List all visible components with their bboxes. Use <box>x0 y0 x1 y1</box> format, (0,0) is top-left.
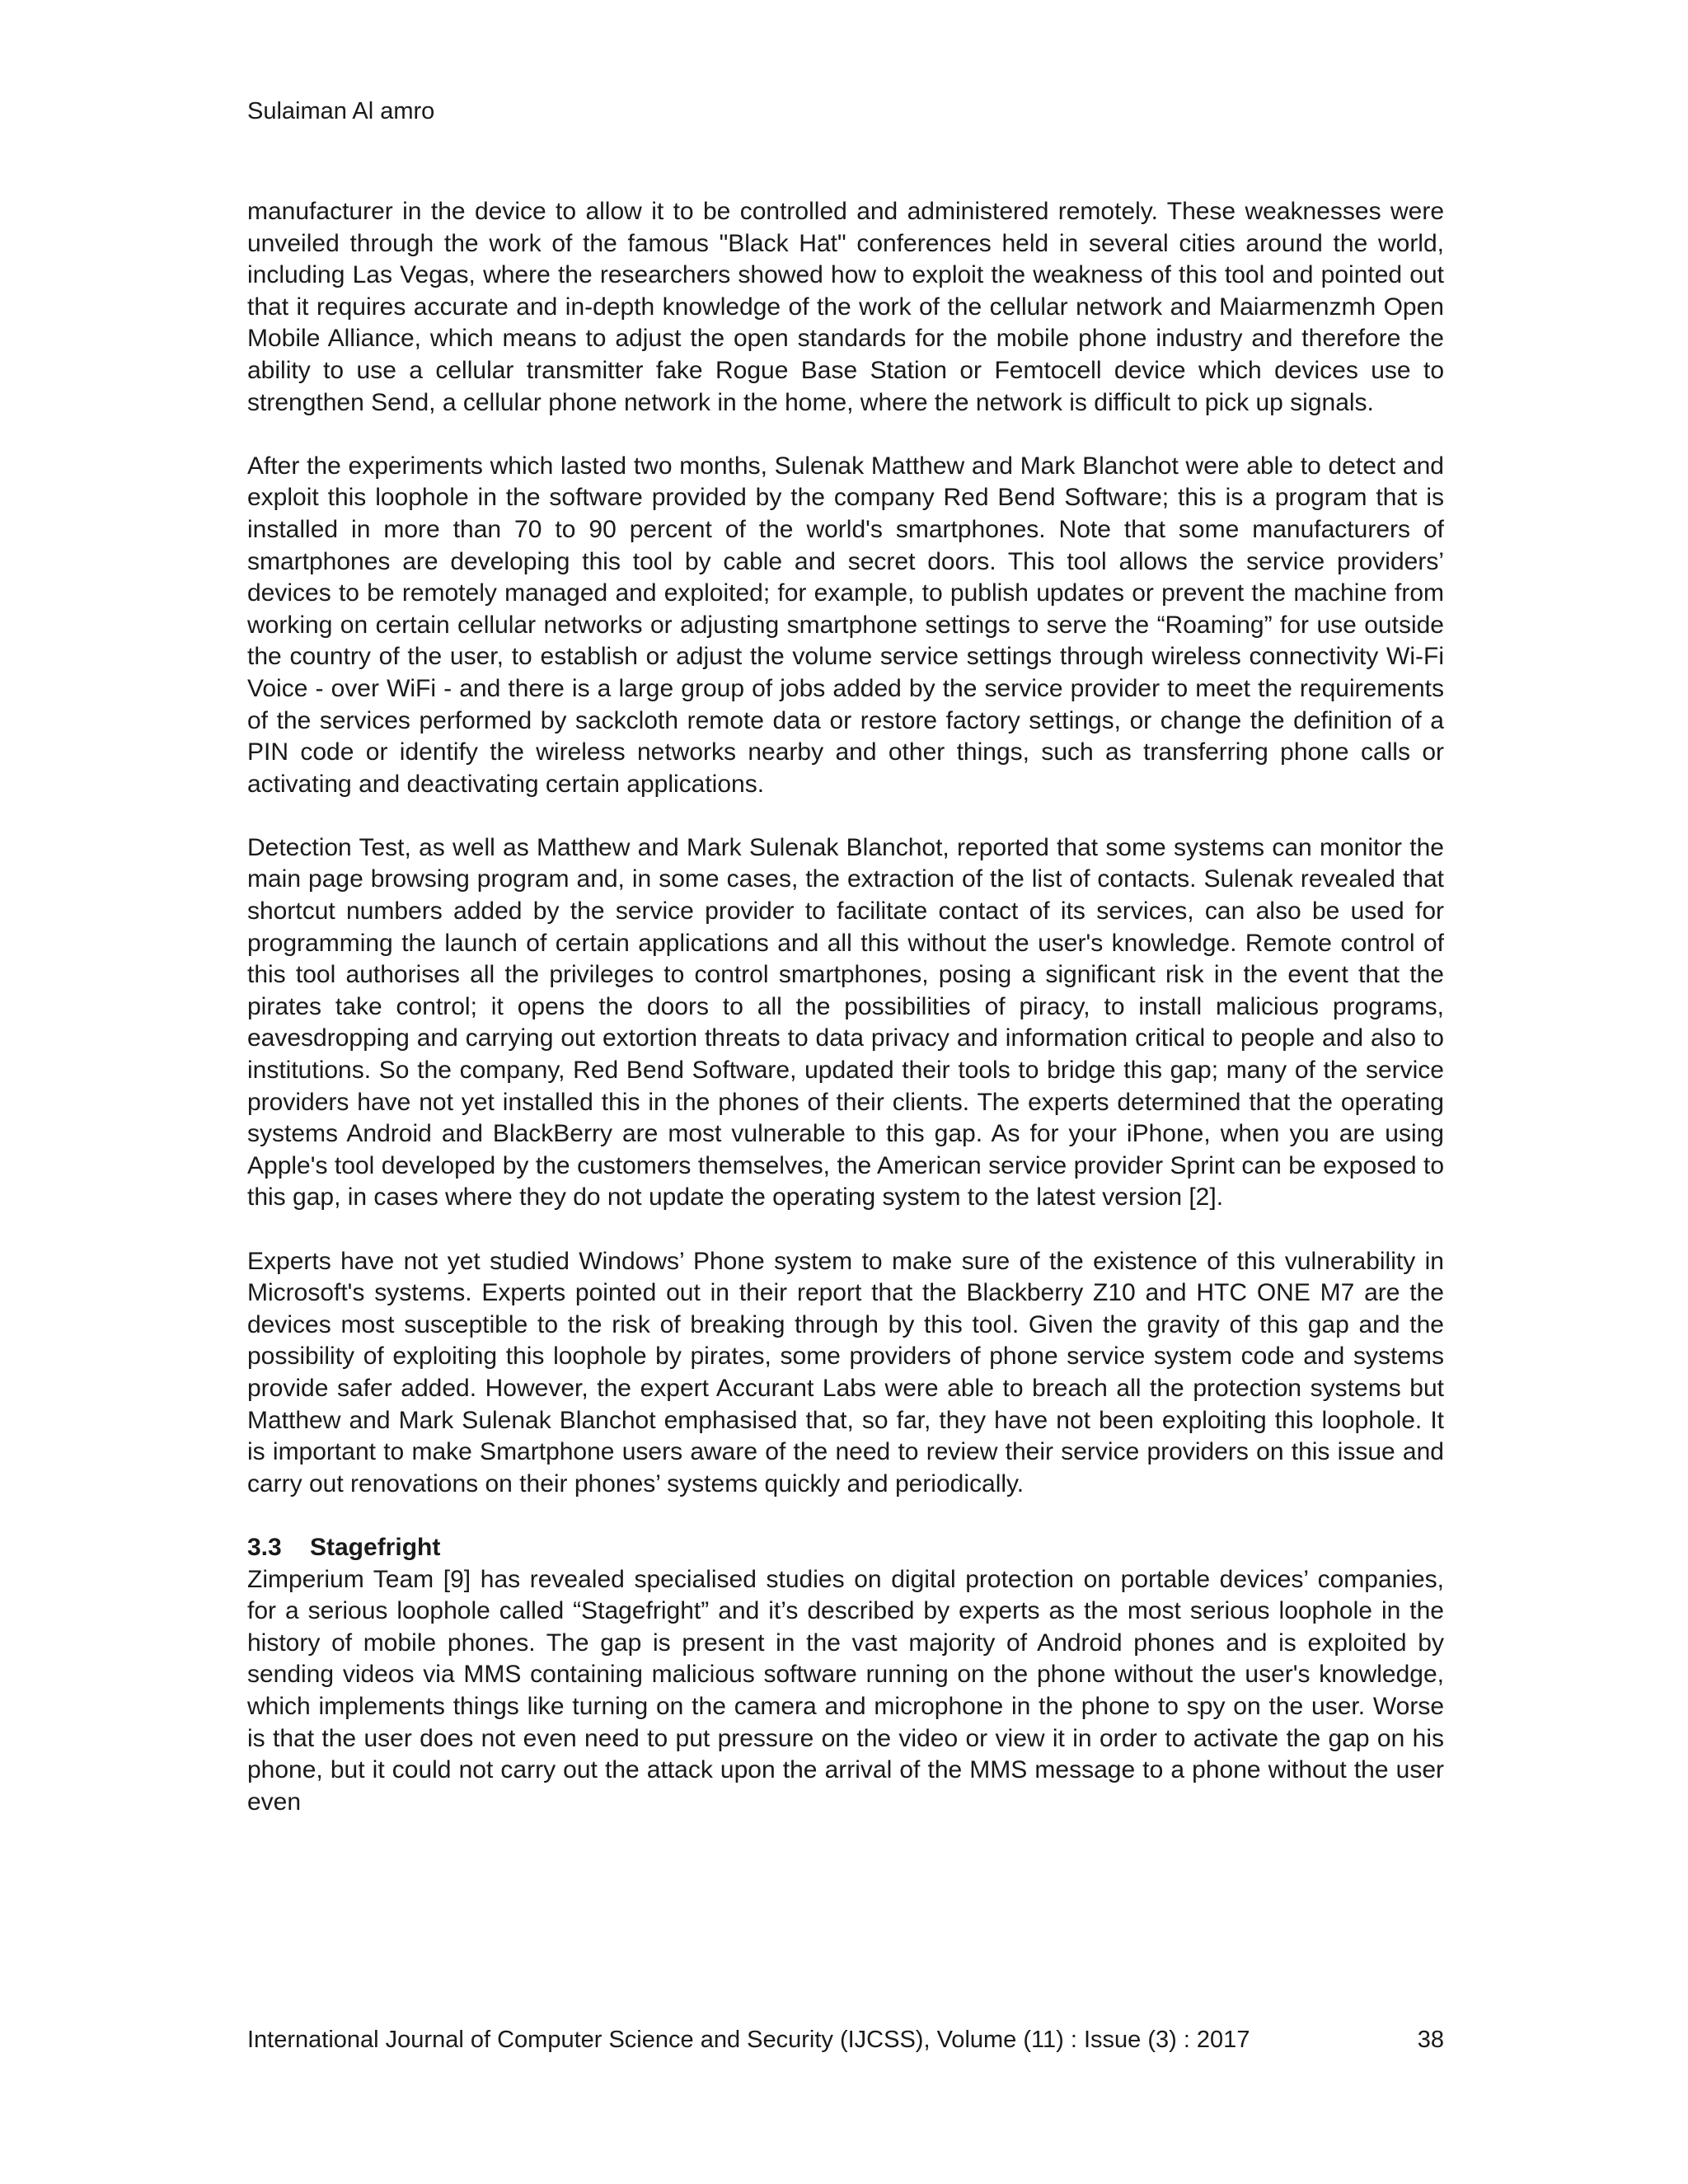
paragraph-2: After the experiments which lasted two months, Sulenak Matthew and Mark Blanchot were able to detect and exploit this loophole in the software provided by the company Red Bend Software; this is a program that is installed in more than 70 to 90 percent of the world's smartphones. Note that some manufacturers of smartphones are developing this tool by cable and secret doors. This tool allows the service providers’ devices to be remotely managed and exploited; for example, to publish updates or prevent the machine from working on certain cellular networks or adjusting smartphone settings to serve the “Roaming” for use outside the country of the user, to establish or adjust the volume service settings through wireless connectivity Wi-Fi Voice - over WiFi - and there is a large group of jobs added by the service provider to meet the requirements of the services performed by sackcloth remote data or restore factory settings, or change the definition of a PIN code or identify the wireless networks nearby and other things, such as transferring phone calls or activating and deactivating certain applications. <box>247 452 1444 798</box>
paragraph-4: Experts have not yet studied Windows’ Phone system to make sure of the existence of this vulnerability in Microsoft's systems. Experts pointed out in their report that the Blackberry Z10 and HTC ONE M7 are the devices most susceptible to the risk of breaking through by this tool. Given the gravity of this gap and the possibility of exploiting this loophole by pirates, some providers of phone service system code and systems provide safer added. However, the expert Accurant Labs were able to breach all the protection systems but Matthew and Mark Sulenak Blanchot emphasised that, so far, they have not been exploiting this loophole. It is important to make Smartphone users aware of the need to review their service providers on this issue and carry out renovations on their phones’ systems quickly and periodically. <box>247 1247 1444 1497</box>
section-heading <box>247 1532 1444 1564</box>
footer-journal-citation: International Journal of Computer Science and Security (IJCSS), Volume (11) : Issue (3) : 2017 <box>247 2027 1250 2053</box>
running-header-author: Sulaiman Al amro <box>247 98 435 124</box>
running-footer <box>247 2024 1444 2055</box>
section-title: Stagefright <box>310 1533 441 1561</box>
section-body-paragraph: Zimperium Team [9] has revealed specialised studies on digital protection on portable devices’ companies, for a serious loophole called “Stagefright” and it’s described by experts as the most serious loophole in the history of mobile phones. The gap is present in the vast majority of Android phones and is exploited by sending videos via MMS containing malicious software running on the phone without the user's knowledge, which implements things like turning on the camera and microphone in the phone to spy on the user. Worse is that the user does not even need to put pressure on the video or view it in order to activate the gap on his phone, but it could not carry out the attack upon the arrival of the MMS message to a phone without the user even <box>247 1565 1444 1816</box>
section-number: 3.3 <box>247 1533 282 1561</box>
page-number: 38 <box>1417 2027 1444 2053</box>
paragraph-1: manufacturer in the device to allow it to be controlled and administered remotely. These weaknesses were unveiled through the work of the famous "Black Hat" conferences held in several cities around the world, including Las Vegas, where the researchers showed how to exploit the weakness of this tool and pointed out that it requires accurate and in-depth knowledge of the work of the cellular network and Maiarmenzmh Open Mobile Alliance, which means to adjust the open standards for the mobile phone industry and therefore the ability to use a cellular transmitter fake Rogue Base Station or Femtocell device which devices use to strengthen Send, a cellular phone network in the home, where the network is difficult to pick up signals. <box>247 198 1444 416</box>
body-text <box>247 196 1444 1818</box>
paragraph-3: Detection Test, as well as Matthew and Mark Sulenak Blanchot, reported that some systems can monitor the main page browsing program and, in some cases, the extraction of the list of contacts. Sulenak revealed that shortcut numbers added by the service provider to facilitate contact of its services, can also be used for programming the launch of certain applications and all this without the user's knowledge. Remote control of this tool authorises all the privileges to control smartphones, posing a significant risk in the event that the pirates take control; it opens the doors to all the possibilities of piracy, to install malicious programs, eavesdropping and carrying out extortion threats to data privacy and information critical to people and also to institutions. So the company, Red Bend Software, updated their tools to bridge this gap; many of the service providers have not yet installed this in the phones of their clients. The experts determined that the operating systems Android and BlackBerry are most vulnerable to this gap. As for your iPhone, when you are using Apple's tool developed by the customers themselves, the American service provider Sprint can be exposed to this gap, in cases where they do not update the operating system to the latest version [2]. <box>247 833 1444 1212</box>
